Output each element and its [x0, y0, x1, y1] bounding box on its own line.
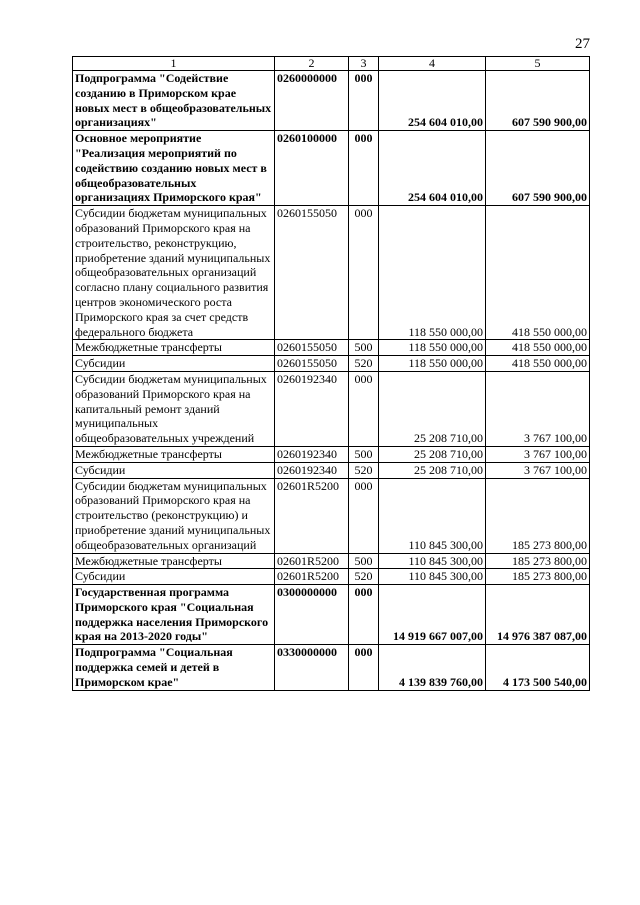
row-code: 02601R5200 [275, 478, 349, 553]
row-amount-2: 3 767 100,00 [486, 371, 590, 446]
row-amount-1: 254 604 010,00 [379, 131, 486, 206]
row-code: 02601R5200 [275, 553, 349, 569]
row-name: Субсидии бюджетам муниципальных образований Приморского края на строительство, реконструкцию, приобретение зданий муниципальных общеобразовательных организаций согласно плану социального развития центров экономического роста Приморского края за счет средств федерального бюджета [73, 206, 275, 340]
column-number: 5 [486, 57, 590, 71]
row-type: 520 [349, 569, 379, 585]
row-amount-2: 185 273 800,00 [486, 478, 590, 553]
row-type: 000 [349, 371, 379, 446]
row-amount-2: 607 590 900,00 [486, 131, 590, 206]
row-type: 520 [349, 462, 379, 478]
table-row [73, 71, 590, 131]
row-code: 0260155050 [275, 206, 349, 340]
budget-table-body [73, 57, 590, 691]
row-amount-1: 118 550 000,00 [379, 206, 486, 340]
row-name: Государственная программа Приморского края "Социальная поддержка населения Приморского края на 2013-2020 годы" [73, 585, 275, 645]
row-code: 0260155050 [275, 340, 349, 356]
table-row [73, 206, 590, 340]
row-type: 000 [349, 645, 379, 690]
table-row [73, 131, 590, 206]
row-code: 0330000000 [275, 645, 349, 690]
row-amount-2: 14 976 387 087,00 [486, 585, 590, 645]
row-amount-1: 4 139 839 760,00 [379, 645, 486, 690]
budget-table [72, 56, 590, 691]
row-amount-1: 254 604 010,00 [379, 71, 486, 131]
row-code: 0260100000 [275, 131, 349, 206]
column-number: 1 [73, 57, 275, 71]
row-name: Межбюджетные трансферты [73, 553, 275, 569]
row-amount-1: 25 208 710,00 [379, 446, 486, 462]
page-number: 27 [575, 36, 590, 52]
row-type: 500 [349, 446, 379, 462]
row-amount-2: 185 273 800,00 [486, 569, 590, 585]
column-number: 2 [275, 57, 349, 71]
row-name: Подпрограмма "Содействие созданию в Приморском крае новых мест в общеобразовательных организациях" [73, 71, 275, 131]
row-amount-1: 110 845 300,00 [379, 478, 486, 553]
row-amount-1: 118 550 000,00 [379, 356, 486, 372]
table-row [73, 569, 590, 585]
row-amount-2: 185 273 800,00 [486, 553, 590, 569]
row-name: Основное мероприятие "Реализация мероприятий по содействию созданию новых мест в общеобразовательных организациях Приморского края" [73, 131, 275, 206]
column-number: 3 [349, 57, 379, 71]
row-type: 000 [349, 585, 379, 645]
row-amount-1: 14 919 667 007,00 [379, 585, 486, 645]
row-amount-2: 3 767 100,00 [486, 462, 590, 478]
row-code: 0260192340 [275, 462, 349, 478]
row-amount-2: 3 767 100,00 [486, 446, 590, 462]
row-amount-2: 607 590 900,00 [486, 71, 590, 131]
row-amount-2: 418 550 000,00 [486, 356, 590, 372]
row-type: 000 [349, 131, 379, 206]
row-name: Субсидии [73, 462, 275, 478]
row-code: 0260000000 [275, 71, 349, 131]
table-row [73, 371, 590, 446]
row-code: 02601R5200 [275, 569, 349, 585]
row-type: 520 [349, 356, 379, 372]
row-amount-1: 25 208 710,00 [379, 371, 486, 446]
row-code: 0300000000 [275, 585, 349, 645]
table-row [73, 356, 590, 372]
row-name: Субсидии бюджетам муниципальных образований Приморского края на капитальный ремонт зданий муниципальных общеобразовательных учреждений [73, 371, 275, 446]
row-amount-1: 110 845 300,00 [379, 553, 486, 569]
row-amount-2: 418 550 000,00 [486, 340, 590, 356]
row-code: 0260192340 [275, 371, 349, 446]
table-row [73, 645, 590, 690]
row-type: 000 [349, 478, 379, 553]
row-type: 500 [349, 553, 379, 569]
table-row [73, 462, 590, 478]
row-name: Подпрограмма "Социальная поддержка семей и детей в Приморском крае" [73, 645, 275, 690]
row-name: Субсидии бюджетам муниципальных образований Приморского края на строительство (реконструкцию) и приобретение зданий муниципальных общеобразовательных организаций [73, 478, 275, 553]
row-name: Субсидии [73, 569, 275, 585]
row-type: 000 [349, 71, 379, 131]
table-row [73, 340, 590, 356]
row-name: Межбюджетные трансферты [73, 340, 275, 356]
column-number: 4 [379, 57, 486, 71]
row-amount-1: 110 845 300,00 [379, 569, 486, 585]
row-type: 500 [349, 340, 379, 356]
row-code: 0260155050 [275, 356, 349, 372]
row-amount-1: 25 208 710,00 [379, 462, 486, 478]
row-name: Субсидии [73, 356, 275, 372]
table-row [73, 478, 590, 553]
table-row [73, 553, 590, 569]
column-number-row [73, 57, 590, 71]
row-name: Межбюджетные трансферты [73, 446, 275, 462]
row-amount-2: 4 173 500 540,00 [486, 645, 590, 690]
row-amount-2: 418 550 000,00 [486, 206, 590, 340]
row-code: 0260192340 [275, 446, 349, 462]
row-type: 000 [349, 206, 379, 340]
table-row [73, 585, 590, 645]
table-row [73, 446, 590, 462]
row-amount-1: 118 550 000,00 [379, 340, 486, 356]
